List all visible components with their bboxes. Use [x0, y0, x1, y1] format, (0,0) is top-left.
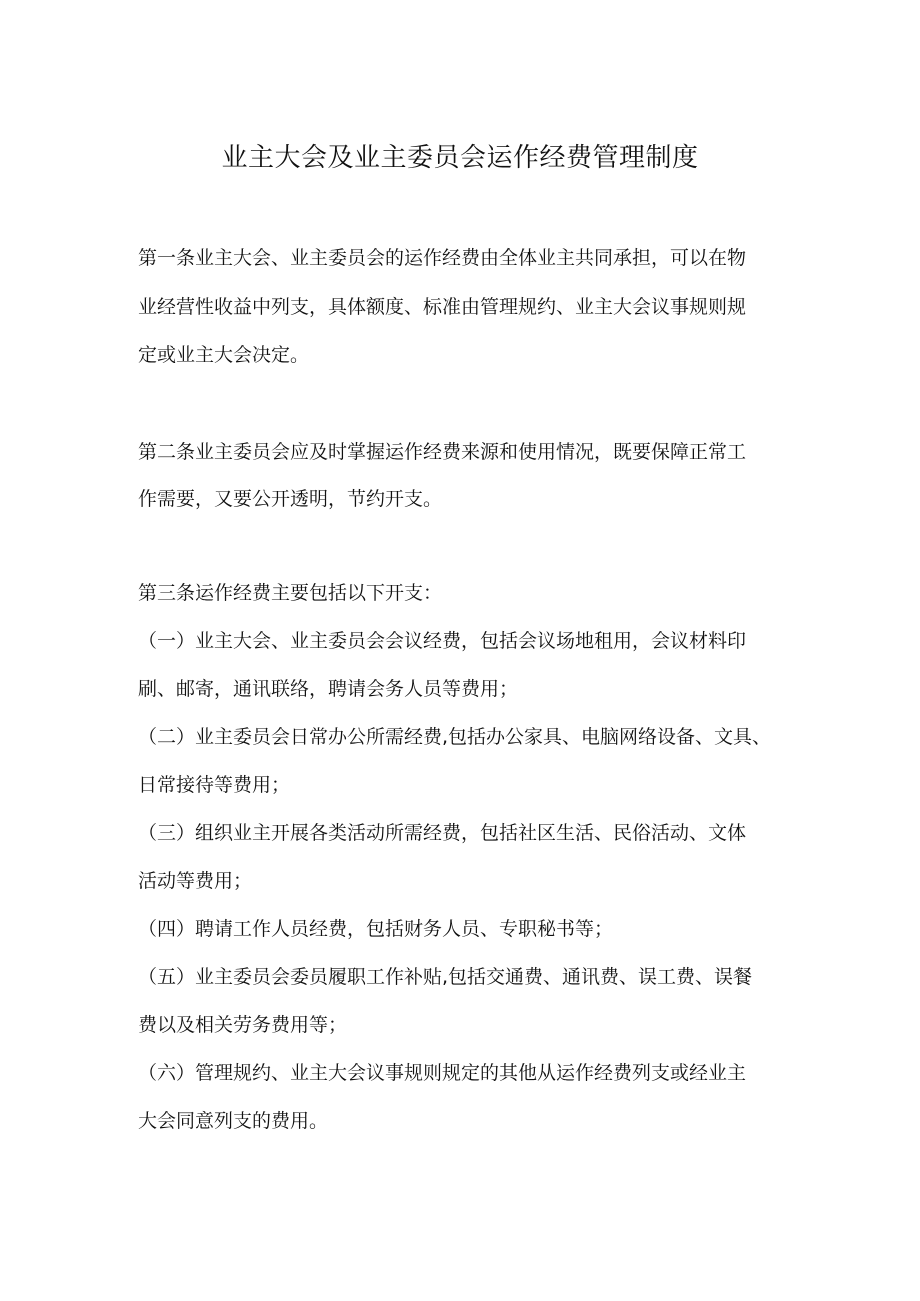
document-title: 业主大会及业主委员会运作经费管理制度 [221, 143, 699, 173]
article-3-item-3-line-2: 活动等费用； [138, 870, 253, 892]
article-3-item-1-line-1: （一）业主大会、业主委员会会议经费，包括会议场地租用，会议材料印 [138, 630, 747, 652]
article-1-line-3: 定或业主大会决定。 [138, 344, 310, 366]
article-3-item-3-line-1: （三）组织业主开展各类活动所需经费，包括社区生活、民俗活动、文体 [138, 822, 747, 844]
article-1-line-2: 业经营性收益中列支，具体额度、标准由管理规约、业主大会议事规则规 [138, 296, 747, 318]
article-2-line-2: 作需要，又要公开透明，节约开支。 [138, 488, 443, 510]
article-3-item-4-line-1: （四）聘请工作人员经费，包括财务人员、专职秘书等； [138, 918, 614, 940]
article-2-line-1: 第二条业主委员会应及时掌握运作经费来源和使用情况，既要保障正常工 [138, 441, 747, 463]
article-3-item-2-line-1: （二）业主委员会日常办公所需经费,包括办公家具、电脑网络设备、文具、 [138, 726, 772, 748]
article-3-item-6-line-2: 大会同意列支的费用。 [138, 1110, 329, 1132]
article-3-item-2-line-2: 日常接待等费用； [138, 774, 291, 796]
article-3-item-5-line-1: （五）业主委员会委员履职工作补贴,包括交通费、通讯费、误工费、误餐 [138, 966, 753, 988]
article-1-line-1: 第一条业主大会、业主委员会的运作经费由全体业主共同承担，可以在物 [138, 247, 747, 269]
article-3-item-6-line-1: （六）管理规约、业主大会议事规则规定的其他从运作经费列支或经业主 [138, 1062, 747, 1084]
article-3-item-5-line-2: 费以及相关劳务费用等； [138, 1014, 348, 1036]
article-3-intro: 第三条运作经费主要包括以下开支： [138, 582, 443, 604]
article-3-item-1-line-2: 刷、邮寄，通讯联络，聘请会务人员等费用； [138, 678, 519, 700]
